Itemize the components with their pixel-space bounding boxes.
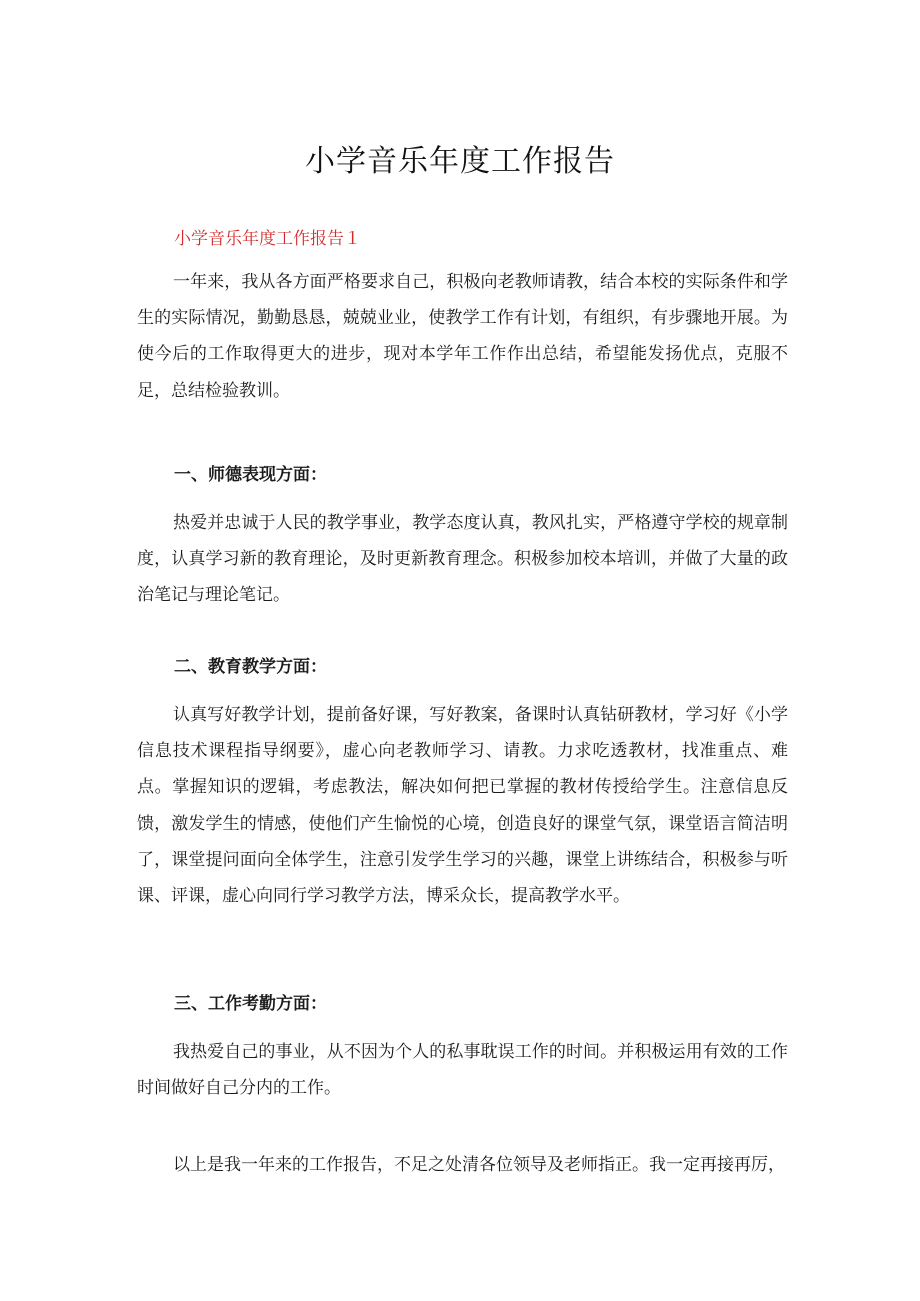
- section-body-attendance: 我热爱自己的事业，从不因为个人的私事耽误工作的时间。并积极运用有效的工作时间做好自己分内的工作。: [137, 1042, 788, 1099]
- section-heading-attendance: 三、工作考勤方面：: [174, 994, 327, 1014]
- section-body-teaching: 认真写好教学计划，提前备好课，写好教案，备课时认真钻研教材，学习好《小学信息技术课程指导纲要》，虚心向老教师学习、请教。力求吃透教材，找准重点、难点。掌握知识的逻辑，考虑教法，解决如何把已掌握的教材传授给学生。注意信息反馈，激发学生的情感，使他们产生愉悦的心境，创造良好的课堂气氛，课堂语言简洁明了，课堂提问面向全体学生，注意引发学生学习的兴趣，课堂上讲练结合，积极参与听课、评课，虚心向同行学习教学方法，博采众长，提高教学水平。: [137, 705, 788, 907]
- document-title: 小学音乐年度工作报告: [305, 144, 615, 179]
- section-heading-teaching: 二、教育教学方面：: [174, 657, 327, 677]
- closing-paragraph: 以上是我一年来的工作报告，不足之处清各位领导及老师指正。我一定再接再厉，: [173, 1155, 785, 1175]
- report-subtitle: 小学音乐年度工作报告１: [174, 229, 361, 249]
- intro-paragraph: 一年来，我从各方面严格要求自己，积极向老教师请教，结合本校的实际条件和学生的实际情况，勤勤恳恳，兢兢业业，使教学工作有计划，有组织，有步骤地开展。为使今后的工作取得更大的进步，现对本学年工作作出总结，希望能发扬优点，克服不足，总结检验教训。: [137, 272, 788, 401]
- section-heading-ethics: 一、师德表现方面：: [174, 465, 327, 485]
- section-body-ethics: 热爱并忠诚于人民的教学事业，教学态度认真，教风扎实，严格遵守学校的规章制度，认真学习新的教育理论，及时更新教育理念。积极参加校本培训，并做了大量的政治笔记与理论笔记。: [137, 513, 788, 606]
